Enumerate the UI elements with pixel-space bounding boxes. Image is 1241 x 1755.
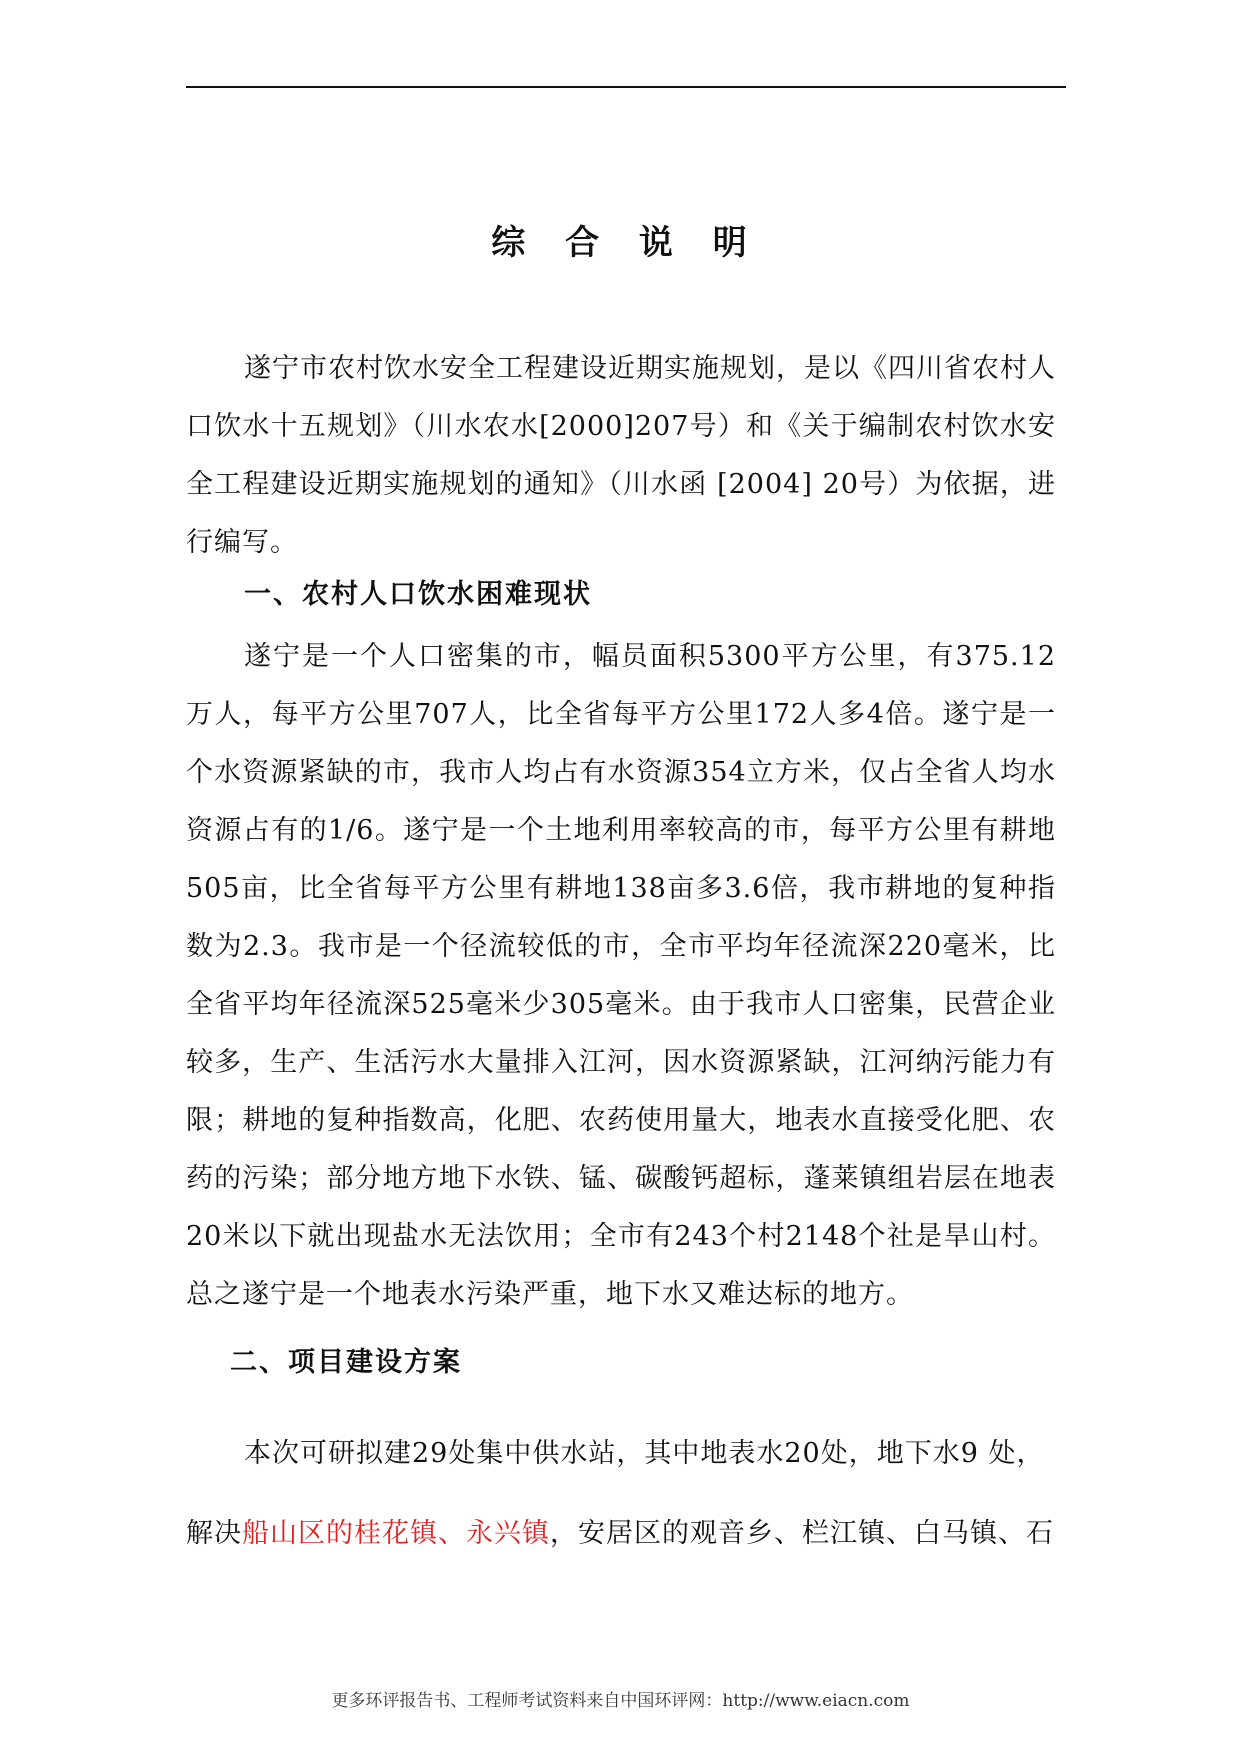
header-rule — [186, 86, 1066, 88]
section2-line2 — [186, 1494, 1056, 1574]
section2-line1: 本次可研拟建29处集中供水站，其中地表水20处，地下水9 处， — [244, 1438, 1045, 1469]
section2-section — [186, 1414, 1056, 1574]
page-title: 综 合 说 明 — [491, 223, 761, 263]
section2-heading: 二、项目建设方案 — [230, 1347, 462, 1378]
section1-heading: 一、农村人口饮水困难现状 — [244, 579, 592, 610]
section2-line2-suffix: ，安居区的观音乡、栏江镇、白马镇、石 — [550, 1518, 1054, 1549]
footer-text: 更多环评报告书、工程师考试资料来自中国环评网：http://www.eiacn.com — [331, 1691, 910, 1711]
section2-highlight: 船山区的桂花镇、永兴镇 — [242, 1518, 550, 1549]
intro-section — [186, 340, 1056, 572]
intro-paragraph: 遂宁市农村饮水安全工程建设近期实施规划，是以《四川省农村人口饮水十五规划》（川水农水[2000]207号）和《关于编制农村饮水安全工程建设近期实施规划的通知》（川水函 [2004] 20号）为依据，进行编写。 — [186, 353, 1056, 558]
section2-line2-prefix: 解决 — [186, 1518, 242, 1549]
section1-paragraph: 遂宁是一个人口密集的市，幅员面积5300平方公里，有375.12万人，每平方公里707人，比全省每平方公里172人多4倍。遂宁是一个水资源紧缺的市，我市人均占有水资源354立方米，仅占全省人均水资源占有的1/6。遂宁是一个土地利用率较高的市，每平方公里有耕地505亩，比全省每平方公里有耕地138亩多3.6倍，我市耕地的复种指数为2.3。我市是一个径流较低的市，全市平均年径流深220毫米，比全省平均年径流深525毫米少305毫米。由于我市人口密集，民营企业较多，生产、生活污水大量排入江河，因水资源紧缺，江河纳污能力有限；耕地的复种指数高，化肥、农药使用量大，地表水直接受化肥、农药的污染；部分地方地下水铁、锰、碳酸钙超标，蓬莱镇组岩层在地表20米以下就出现盐水无法饮用；全市有243个村2148个社是旱山村。总之遂宁是一个地表水污染严重，地下水又难达标的地方。 — [186, 641, 1056, 1310]
section1-section — [186, 628, 1056, 1324]
